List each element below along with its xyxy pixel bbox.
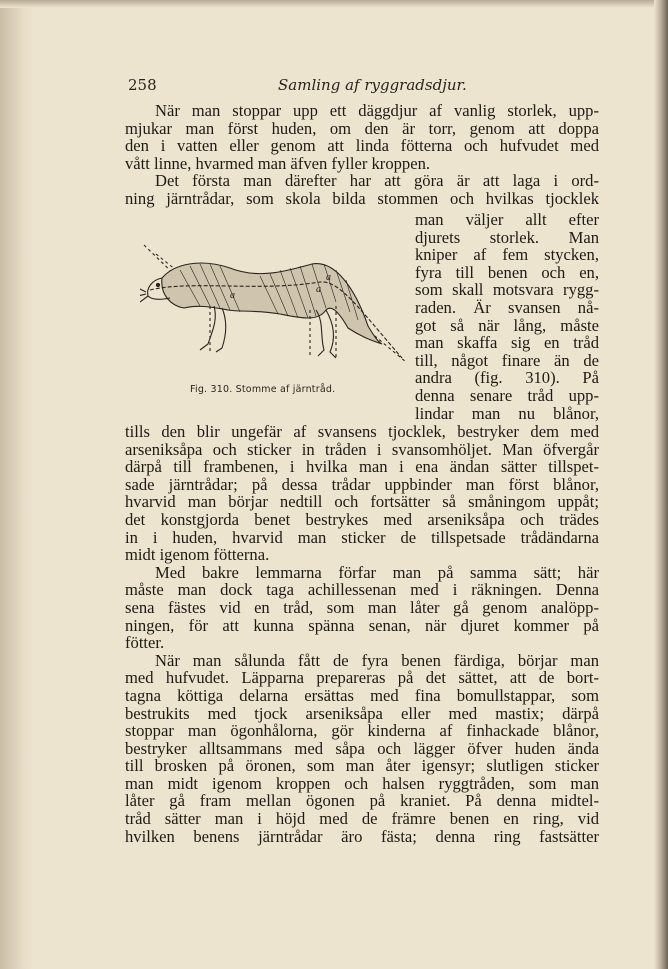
text-line: till, något finare än de xyxy=(415,350,599,370)
page-right-edge xyxy=(654,0,668,969)
text-line: midt igenom fötterna. xyxy=(125,545,270,565)
binding-shadow xyxy=(0,0,34,969)
figure-label-a: a xyxy=(230,290,235,301)
text-line: det konstgjorda benet bestrykes med arseniksåpa och trädes xyxy=(125,509,599,529)
text-line: till brosken på öronen, som man åter igensyr; slutligen sticker xyxy=(125,756,599,776)
text-line: man skaffa sig en tråd xyxy=(415,333,599,353)
text-line: sena fästes vid en tråd, som man låter gå genom analöpp- xyxy=(125,597,599,617)
text-line: måste man dock taga achillessenan med i räkningen. Denna xyxy=(125,580,599,600)
figure-label-a: a xyxy=(326,272,331,283)
text-line: ning järntrådar, som skola bilda stommen och hvilkas tjocklek xyxy=(125,188,599,208)
text-block-top xyxy=(125,102,599,208)
text-line: denna senare tråd upp- xyxy=(415,385,599,405)
text-line: tagna köttiga delarna ersättas med fina bomullstappar, som xyxy=(125,685,599,705)
text-line: hvarvid man börjar nedtill och fortsätter så småningom uppåt; xyxy=(125,492,599,512)
running-title: Samling af ryggradsdjur. xyxy=(278,76,467,94)
text-line: arseniksåpa och sticker in tråden i svansomhöljet. Man öfvergår xyxy=(125,439,599,459)
text-line: raden. Är svansen nå- xyxy=(415,297,599,317)
text-line: När man stoppar upp ett däggdjur af vanlig storlek, upp- xyxy=(155,101,599,120)
page-header xyxy=(128,76,604,98)
text-line: mjukar man först huden, om den är torr, genom att doppa xyxy=(125,118,599,138)
text-line: bestryker alltsammans med såpa och lägger öfver huden ända xyxy=(125,738,599,758)
page-top-edge xyxy=(0,0,668,8)
text-line: hvilken benens järntrådar äro fästa; denna ring fastsätter xyxy=(125,826,599,846)
text-line: tills den blir ungefär af svansens tjocklek, bestryker dem med xyxy=(125,422,599,441)
text-line: man midt igenom kroppen och halsen ryggtråden, som man xyxy=(125,773,599,793)
text-line: djurets storlek. Man xyxy=(415,227,599,247)
text-line: sade järntrådar; på dessa trådar uppbinder man först blånor, xyxy=(125,474,599,494)
text-line: in i huden, hvarvid man sticker de tillspetsade trådändarna xyxy=(125,527,599,547)
figure-caption: Fig. 310. Stomme af järntråd. xyxy=(190,384,336,395)
skeleton-figure xyxy=(140,240,410,405)
figure-label-a: a xyxy=(316,284,321,295)
text-line: bestrukits med tjock arseniksåpa eller med mastix; därpå xyxy=(125,703,599,723)
text-line: När man sålunda fått de fyra benen färdiga, börjar man xyxy=(155,650,599,670)
text-line: därpå till frambenen, i hvilka man i ena ändan sätter tillspet- xyxy=(125,457,599,477)
text-line: stoppar man ögonhålorna, gör kinderna af finhackade blånor, xyxy=(125,721,599,741)
text-line: låter gå fram mellan ögonen på kraniet. På denna midtel- xyxy=(125,791,599,811)
text-line: Det första man därefter har att göra är att laga i ord- xyxy=(155,171,599,191)
text-line: den i vatten eller genom att linda fötterna och hufvudet med xyxy=(125,136,599,156)
text-line: man väljer allt efter xyxy=(415,210,599,229)
text-line: andra (fig. 310). På xyxy=(415,368,599,388)
text-block-bottom xyxy=(125,423,599,845)
text-line: ningen, för att kunna spänna senan, när djuret kommer på xyxy=(125,615,599,635)
text-line: som skall motsvara rygg- xyxy=(415,280,599,300)
text-line: tråd sätter man i höjd med de främre benen en ring, vid xyxy=(125,809,599,829)
text-line: vått linne, hvarmed man äfven fyller kroppen. xyxy=(125,153,431,173)
text-line: got så när lång, måste xyxy=(415,315,599,335)
text-line: med hufvudet. Läpparna prepareras på det sättet, att de bort- xyxy=(125,668,599,688)
text-line: fötter. xyxy=(125,633,165,653)
text-line: Med bakre lemmarna förfar man på samma sätt; här xyxy=(155,562,599,582)
text-line: kniper af fem stycken, xyxy=(415,245,599,265)
text-line: fyra till benen och en, xyxy=(415,262,599,282)
text-line: lindar man nu blånor, xyxy=(415,403,599,423)
page-number: 258 xyxy=(128,76,157,94)
text-block-beside-figure xyxy=(415,211,599,422)
